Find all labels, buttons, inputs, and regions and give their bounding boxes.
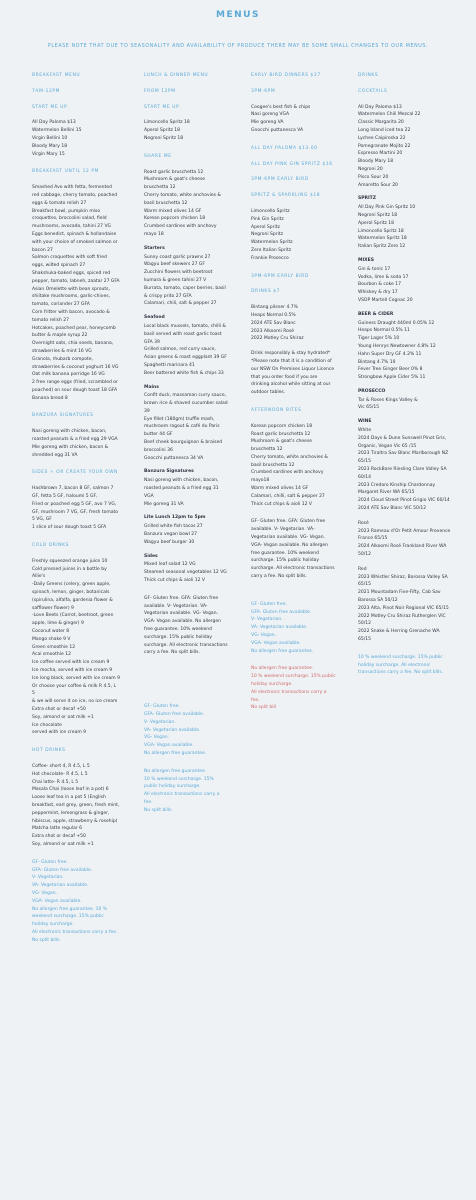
menu-item: Local black mussels, tomato, chilli & basil served with roast garlic toast GFA 39 xyxy=(144,323,226,345)
rose-wine-list xyxy=(358,520,452,559)
menu-item: Aperol Spritz 18 xyxy=(144,128,180,134)
drinks-7-heading: DRINKS $7 xyxy=(251,289,281,295)
afternoon-bites-heading: AFTERNOON BITES xyxy=(251,407,302,413)
menu-item: Gnocchi puttanesca 34 VA xyxy=(144,455,204,461)
menu-item: served with ice cream 9 xyxy=(32,730,87,736)
menu-item: Shakshuka-baked eggs, spiced red pepper, tomato, labneh, zaatar 27 GFA xyxy=(32,270,120,284)
menu-item: Negroni Spritz 18 xyxy=(358,212,398,218)
menu-item: Ice chocolate xyxy=(32,722,62,728)
menu-item: No allergen free guarantee. xyxy=(144,750,207,756)
menu-item: Cold pressed juices in a bottle by Allie's xyxy=(32,566,107,580)
menu-item: Mango shake 9 V xyxy=(32,636,71,642)
lunch-legend: GF- Gluten free. GFA: Gluten free available. V- Vegetarian. VA- Vegetarian available. VG- Vegan. VGA- Vegan available. No allergen free guarantee. 10% weekend surcharge. 15% public holiday surcharge. All electronic transactions carry a fee. No split bills. xyxy=(144,595,228,656)
menu-item: Extra shot or decaf +50 xyxy=(32,834,86,840)
menu-item: GF- Gluten free. xyxy=(144,704,180,710)
menu-item: No allergen free guarantee. xyxy=(251,648,314,654)
menu-item: Nasi goreng with chicken, bacon, roasted peanuts & a fried egg 31 VGA xyxy=(144,478,219,499)
menu-item: 2024 ATE Sav Blanc xyxy=(251,320,296,326)
menu-item: White xyxy=(358,428,372,434)
menu-item: Calamari, chilli, salt & pepper 27 xyxy=(251,493,325,499)
breakfast-time-heading: 7AM-12PM xyxy=(32,88,60,94)
sides-list xyxy=(32,485,120,532)
menu-item: No split bills. xyxy=(144,807,173,813)
menu-item: VGA- Vegan available. xyxy=(32,898,82,904)
menu-item: Cherry tomato, white anchovies & basil bruschetta 12 xyxy=(144,192,221,206)
lunch-column xyxy=(144,72,228,815)
menu-item: Acai smoothie 12 xyxy=(32,652,71,658)
menu-item: All Day Paloma $13 xyxy=(358,104,402,110)
menu-item: Lychee Caipiroska 22 xyxy=(358,135,406,141)
menu-item: V- Vegetarian. xyxy=(32,875,64,881)
menu-item: Limoncello Spritz 18 xyxy=(144,120,190,126)
menu-item: Granola, rhubarb compote, strawberries & coconut yoghurt 16 VG xyxy=(32,356,119,370)
menu-item: Grilled salmon, red curry sauce, Asian greens & roast eggplant 39 GF xyxy=(144,347,227,361)
menu-item: All Day Pink Gin Spritz 10 xyxy=(358,205,416,211)
menu-item: Roast garlic bruschetta 12 xyxy=(144,169,204,175)
menu-item: Mie goreng VA xyxy=(251,120,284,126)
menu-item: Limoncello Spritz 18 xyxy=(358,228,404,234)
menu-item: VSOP Martell Cognac 20 xyxy=(358,297,413,303)
menu-item: Aperol Spritz xyxy=(251,224,280,230)
share-me-heading: SHARE ME xyxy=(144,153,172,159)
menu-item: Fever Tree Ginger Beer 0% 8 xyxy=(358,367,423,373)
menu-item: 2023 Rameau d'Or Petit Amour Provence xyxy=(358,528,451,534)
menu-item: GF- Gluten free. xyxy=(32,859,68,865)
banzura-sig-list xyxy=(144,477,228,508)
menu-item: Vic 65/15 xyxy=(358,405,380,411)
legend-list xyxy=(32,859,120,945)
menu-item: 2023 Alta, Pinot Noir Regional VIC 65/15 xyxy=(358,605,449,611)
menu-item: VA- Vegetarian available. xyxy=(251,625,308,631)
menu-item: Salmon croquettes with soft fried eggs, wilted spinach 27 xyxy=(32,255,107,269)
menu-item: Gnocchi puttanesca VA xyxy=(251,127,304,133)
menu-item: VG- Vegan. xyxy=(144,735,170,741)
seafood-list xyxy=(144,323,228,378)
menu-item: Watermelon Chili Mezcal 22 xyxy=(358,112,421,118)
menu-item: Amaretto Sour 20 xyxy=(358,182,398,188)
menu-item: Eye fillet (180gm) truffle mash, mushroom ragout & café du Paris butter 44 GF xyxy=(144,416,220,438)
menu-item: 2023 Whistler Shiraz, Barossa Valley SA 65/15 xyxy=(358,574,448,588)
menu-item: Watermelon Spritz xyxy=(251,240,293,246)
menu-item: Organic, Vegan Vic 65 /15 xyxy=(358,443,417,449)
menu-item: Bourbon & coke 17 xyxy=(358,282,401,288)
hot-drinks-heading: HOT DRINKS xyxy=(32,748,66,754)
early-bird-list xyxy=(251,104,336,135)
start-me-up-heading: START ME UP xyxy=(32,104,68,110)
lunch-legend-blue xyxy=(144,703,228,758)
afternoon-legend-notes xyxy=(251,665,336,712)
lunch-menu-heading: LUNCH & DINNER MENU xyxy=(144,73,209,78)
menu-item: 2023 Alkoomi Rosé xyxy=(251,328,295,334)
menu-item: Confit duck, massaman curry sauce, brown rice & shaved cucumber salad 39 xyxy=(144,393,228,414)
menu-item: Hotcakes, poached pear, honeycomb butter & maple syrup 22 xyxy=(32,325,116,339)
menu-item: 2022 Motley Cru Shiraz xyxy=(251,336,304,342)
menu-item: Warm mixed olives 14 GF xyxy=(144,208,202,214)
menu-item: Banana bread 8 xyxy=(32,395,68,401)
menu-item: Overnight oats, chia seeds, banana, strawberries & mint 16 VG xyxy=(32,341,114,354)
menu-item: Sunny coast garlic prawns 27 xyxy=(144,254,211,260)
spritz-list xyxy=(251,208,336,263)
menu-item: Loose leaf tea in a pot 5 (English breakfast, earl grey, green, fresh mint, peppermint, lemongrass & ginger, hibiscus, apple, strawberry & rosehip) xyxy=(32,795,120,824)
menu-item: Eggs benedict, spinach & hollandaise with your choice of smoked salmon or bacon 27 xyxy=(32,231,118,253)
start-list xyxy=(32,119,120,158)
menu-item: All electronic transactions carry a fee. xyxy=(32,929,118,935)
menu-item: Bintang pilsner 4.7% xyxy=(251,305,298,311)
menu-item: V- Vegetarian. xyxy=(144,719,176,725)
menu-item: 2022 Snake & Herring Grenache WA 65/15 xyxy=(358,629,440,642)
menu-item: Wagyu beef burger 30 xyxy=(144,539,195,545)
menu-item: Steamed seasonal vegetables 12 VG xyxy=(144,570,227,576)
menu-item: Young Henrys Newtowner 4.8% 12 xyxy=(358,343,436,349)
menu-item: V- Vegetarian. xyxy=(251,617,283,623)
menu-item: Beer battered white fish & chips 33 xyxy=(144,370,224,376)
menu-item: Negroni Spritz xyxy=(251,232,283,238)
beer-list xyxy=(358,320,452,382)
menu-item: Corn fritter with bacon, avocado & tomato relish 27 xyxy=(32,309,110,323)
mixes-heading: MIXES xyxy=(358,257,374,263)
menu-item: Asian Omelette with bean sprouts, shiitake mushrooms, garlic-chives, tomato, coriander 27 GFA xyxy=(32,286,110,308)
menu-item: Mie goreng with chicken, bacon & shredded egg 31 VA xyxy=(32,444,109,458)
menu-item: Ice long black, served with ice cream 9 xyxy=(32,675,120,681)
menu-item: 2024 Days & Dune Sunswell Pinot Gris, xyxy=(358,435,447,441)
drink-responsibly: Drink responsibly & stay hydrated* xyxy=(251,351,331,357)
menu-item: Beef cheek bourguignon & braised broccolini 36 xyxy=(144,440,223,453)
menu-item: VGA- Vegan available. xyxy=(144,743,194,749)
menu-item: Calamari, chili, salt & pepper 27 xyxy=(144,301,217,307)
menu-item: Breakfast bowl, pumpkin miso croquettes, broccolini salad, field mushrooms, avocado, tahini 27 VG xyxy=(32,208,112,230)
menu-item: Oat milk banana porridge 16 VG xyxy=(32,372,105,378)
menu-item: No split bills. xyxy=(32,937,61,943)
menu-item: Burrata, tomato, caper berries, basil & crispy prito 27 GFA xyxy=(144,285,226,299)
pink-gin-heading: ALL DAY PINK GIN SPRITZ $16 xyxy=(251,161,333,167)
menu-item: Korean popcorn chicken 18 xyxy=(251,423,313,429)
menu-item: Grilled white fish tacos 27 xyxy=(144,524,203,530)
share-list xyxy=(144,169,228,239)
menu-item: 2022 Motley Cru Shiraz Rutherglen VIC 50/12 xyxy=(358,613,446,627)
lunch-time-heading: FROM 12PM xyxy=(144,88,176,94)
menu-item: Heaps Normal 0.5% xyxy=(251,312,296,318)
menu-item: Wagyu beef skewers 27 GF xyxy=(144,262,205,268)
menu-item: Mie goreng 31 VA xyxy=(144,501,184,507)
menu-item: Watermelon Bellini 15 xyxy=(32,128,82,134)
early-bird-drinks-heading: 3PM-6PM EARLY BIRD xyxy=(251,273,309,279)
menu-item: Italian Spritz Zero 12 xyxy=(358,244,406,250)
menu-item: Thick cut chips & aioli 12 V xyxy=(144,578,205,584)
menu-item: Or choose your coffee & milk R 4.5, L 5 xyxy=(32,683,116,697)
mixes-list xyxy=(358,266,452,305)
menu-item: Mushroom & goat's cheese bruschetta 12 xyxy=(144,177,206,191)
menu-item: GFA- Gluten free available. xyxy=(32,867,93,873)
lite-lunch-list xyxy=(144,523,228,546)
lunch-sides-list xyxy=(144,561,228,584)
wine-heading: WINE xyxy=(358,419,372,425)
early-bird-time: 3PM-6PM xyxy=(251,88,276,94)
menu-item: & we will serve it on ice, no ice cream xyxy=(32,699,118,705)
menu-item: -Love Beets (Carrot, beetroot, green apple, lime & ginger) 9 xyxy=(32,613,114,627)
menu-item: Matcha latte regular 6 xyxy=(32,826,83,832)
menu-item: Fried or poached egg 5 GF, avo 7 VG, GF, mushroom 7 VG, GF, fresh tomato 5 VG, GF xyxy=(32,501,119,523)
menu-item: No allergen free guarantee. xyxy=(251,666,314,672)
menu-item: Banzura vegan bowl 27 xyxy=(144,532,197,538)
lite-lunch-heading: Lite Lunch 12pm to 5pm xyxy=(144,515,206,521)
sides-heading: SIDES + OR CREATE YOUR OWN xyxy=(32,470,119,476)
menu-item: Soy, almond or oat milk +1 xyxy=(32,714,94,720)
liquor-licence-note: *Please note that it is a condition of our NSW On Premises Liquor Licence that you order food if you are drinking alcohol while sitting at our outdoor tables. xyxy=(251,358,335,396)
menu-item: No allergen free guarantee. xyxy=(144,768,207,774)
afternoon-list xyxy=(251,423,336,509)
menu-item: 2023 RockBare Riesling Clare Valley SA 60/14 xyxy=(358,467,447,480)
prosecco-list xyxy=(358,397,452,413)
menu-item: 2024 ATE Sav Blanc VIC 50/12 xyxy=(358,506,427,512)
menu-item: Vodka, lime & soda 17 xyxy=(358,274,409,280)
banzura-signatures-heading: Banzura Signatures xyxy=(144,469,194,475)
menu-item: GFA- Gluten free available. xyxy=(144,712,205,717)
menu-item: All electronic transactions carry a fee. xyxy=(251,689,327,703)
menu-item: Pink Gin Spritz xyxy=(251,216,284,222)
menu-item: VA- Vegetarian available. xyxy=(144,727,201,733)
spritz-sparkling-heading: SPRITZ & SPARKLING $18 xyxy=(251,193,321,199)
menu-item: Crumbed sardines with anchovy mayo 18 xyxy=(144,224,217,237)
drinks-heading: DRINKS xyxy=(358,73,379,78)
menu-item: Warm mixed olives 14 GF xyxy=(251,486,309,492)
menu-item: VG- Vegan. xyxy=(251,633,277,639)
menu-item: Crumbed sardines with anchovy mayo18 xyxy=(251,470,324,484)
menu-item: Chai latte- R 4.5, L 5 xyxy=(32,779,79,785)
menu-item: Coffee- short 4, R 4.5, L 5 xyxy=(32,763,90,769)
menu-item: All electronic transactions carry a fee. xyxy=(144,792,220,805)
menu-item: Negroni 20 xyxy=(358,166,383,172)
menu-item: Masala Chai (loose leaf in a pot) 6 xyxy=(32,787,109,793)
menu-item: All Day Paloma $13 xyxy=(32,120,76,126)
breakfast-column xyxy=(32,72,120,945)
menu-item: 2 free range eggs (fried, scrambled or poached) on sour dough toast 18 GFA xyxy=(32,380,118,393)
menu-item: 2023 Credaro Kinship Chardonnay Margaret River WA 65/15 xyxy=(358,482,436,496)
menu-item: Strongbow Apple Cider 5% 11 xyxy=(358,375,426,381)
menu-item: Cherry tomato, white anchovies & basil bruschetta 12 xyxy=(251,454,328,468)
menu-item: 10 % weekend surcharge. 15% public holiday surcharge. xyxy=(251,674,336,688)
menu-item: Coogee's best fish & chips xyxy=(251,104,311,110)
beer-cider-heading: BEER & CIDER xyxy=(358,311,394,317)
cold-drinks-heading: COLD DRINKS xyxy=(32,543,70,549)
menu-item: Classic Margarita 20 xyxy=(358,120,404,126)
starters-heading: Starters xyxy=(144,245,165,251)
banzura-list xyxy=(32,428,120,459)
breakfast-menu-heading: BREAKFAST MENU xyxy=(32,73,81,78)
menu-item: Aperol Spritz 18 xyxy=(358,220,394,226)
menu-item: Whiskey & dry 17 xyxy=(358,290,398,296)
afternoon-legend: GF- Gluten free. GFA: Gluten free available. V- Vegetarian. VA- Vegetarian available. VG- Vegan. VGA- Vegan available. No allergen free guarantee. 10% weekend surcharge. 15% public holiday surcharge. All electronic transactions carry a fee. No split bills. xyxy=(251,519,335,580)
menu-item: Negroni Spritz 18 xyxy=(144,135,184,141)
menu-item: Nasi goreng with chicken, bacon, roasted peanuts & a fried egg 29 VGA xyxy=(32,429,118,443)
menu-item: Green smoothie 12 xyxy=(32,644,76,650)
early-bird-heading: EARLY BIRD DINNERS $27 xyxy=(251,73,321,78)
prosecco-heading: PROSECCO xyxy=(358,388,386,394)
menu-item: Watermelon Spritz 18 xyxy=(358,236,407,242)
menu-item: No allergen free guarantee. 10 % weekend surcharge. 15% public holiday surcharge. xyxy=(32,906,108,928)
menu-item: 10 % weekend surcharge. 15% public holiday surcharge. xyxy=(144,776,214,790)
afternoon-legend-blue xyxy=(251,601,336,656)
menu-item: Ice mocha, served with ice cream 9 xyxy=(32,668,113,673)
spritz-heading: SPRITZ xyxy=(358,196,377,202)
menu-item: Spaghetti marinara 41 xyxy=(144,362,195,368)
starters-list xyxy=(144,254,228,309)
menu-item: 1 slice of sour dough toast 5 GFA xyxy=(32,525,107,531)
menu-item: Hahn Super Dry GF 4.2% 11 xyxy=(358,351,422,357)
menu-item: Tiger Lager 5% 10 xyxy=(358,336,400,342)
lunch-sides-heading: Sides xyxy=(144,553,158,559)
menu-item: Virgin Bellini 10 xyxy=(32,135,68,141)
early-bird-column xyxy=(251,72,336,712)
menu-item: Red xyxy=(358,566,367,572)
menu-item: GFA- Gluten free available. xyxy=(251,609,312,615)
seafood-heading: Seafood xyxy=(144,315,165,321)
drinks-list xyxy=(251,304,336,343)
menu-item: France 65/15 xyxy=(358,536,388,542)
menu-item: 2024 Alkoomi Rosé Frankland River WA 50/12 xyxy=(358,544,447,558)
menu-item: Heaps Normal 0.5% 11 xyxy=(358,328,410,334)
menu-item: Zucchini flowers with beetroot kumara & green tahini 27 V xyxy=(144,270,213,283)
menu-item: Virgin Mary 15 xyxy=(32,151,65,157)
menu-item: Smashed Avo with fetta, fermented red cabbage, cherry tomato, poached eggs & tomato relish 27 xyxy=(32,185,118,206)
menu-item: Rosé xyxy=(358,520,369,526)
lunch-start-heading: START ME UP xyxy=(144,104,180,110)
menu-item: Barossa SA 50/12 xyxy=(358,598,398,604)
menu-item: VG- Vegan. xyxy=(32,890,58,896)
menu-item: Frankie Prosecco xyxy=(251,255,289,261)
menu-item: Thick cut chips & aioli 12 V xyxy=(251,501,312,507)
paloma-heading: ALL DAY PALOMA $13.00 xyxy=(251,145,318,151)
menu-item: Long Island iced tea 22 xyxy=(358,127,411,133)
cocktails-heading: COCKTAILS xyxy=(358,88,388,94)
menu-item: Tar & Roses Kings Valley & xyxy=(358,397,418,403)
menu-item: Hashbrown 7, bacon 8 GF, salmon 7 GF, fetta 5 GF, haloumi 5 GF, xyxy=(32,486,114,500)
menu-item: Mixed leaf salad 12 VG xyxy=(144,562,196,568)
menu-item: Extra shot or decaf +50 xyxy=(32,706,86,712)
breakfast-list xyxy=(32,184,120,402)
menu-item: GF- Gluten free. xyxy=(251,601,287,607)
lunch-legend-notes xyxy=(144,768,228,815)
menu-item: -Daily Greens (celery, green apple, spinach, lemon, ginger, botanicals (spirulina, alfalfa, gardenia flower & safflower flower) 9 xyxy=(32,582,113,611)
page-title: MENUS xyxy=(216,10,260,20)
banzura-heading: BANZURA SIGNATURES xyxy=(32,413,94,419)
menu-item: Limoncello Spritz xyxy=(251,208,290,214)
menu-item: Soy, almond or oat milk +1 xyxy=(32,841,94,847)
menu-item: Roast garlic bruschetta 12 xyxy=(251,431,311,437)
menu-item: Pisco Sour 20 xyxy=(358,174,389,180)
happy-hour-heading: 3PM-6PM EARLY BIRD xyxy=(251,177,309,183)
menu-item: Korean popcorn chicken 18 xyxy=(144,216,206,222)
menu-item: Gin & tonic 17 xyxy=(358,266,391,272)
cocktails-list xyxy=(358,104,452,190)
white-wine-list xyxy=(358,427,452,513)
red-wine-list xyxy=(358,566,452,644)
hot-drinks-list xyxy=(32,763,120,849)
spritz4-list xyxy=(358,204,452,251)
lunch-start-list xyxy=(144,119,228,142)
menu-item: Bloody Mary 18 xyxy=(32,143,68,149)
menu-item: Mushroom & goat's cheese bruschetta 12 xyxy=(251,439,313,453)
menu-item: 2023 Tiraltra Sav Blanc Marlborough NZ 65/15 xyxy=(358,451,449,465)
menu-item: Guiness Draught 440ml 0.05% 12 xyxy=(358,320,435,326)
menu-item: Zero Italian Spritz xyxy=(251,247,292,253)
menu-item: Nasi goreng VGA xyxy=(251,112,290,118)
menu-item: Coconut water 8 xyxy=(32,629,70,635)
menu-item: VGA- Vegan available. xyxy=(251,640,301,646)
menu-item: No split bill xyxy=(251,705,277,711)
mains-list xyxy=(144,392,228,462)
menu-item: 2021 Mountadam Five-Fifty, Cab Sav xyxy=(358,590,441,596)
drinks-legend: 10 % weekend surcharge. 15% public holiday surcharge. All electronic transactions carry a fee. No split bills. xyxy=(358,654,444,676)
menu-item: Bloody Mary 18 xyxy=(358,159,394,165)
breakfast-until-heading: BREAKFAST UNTIL 12 PM xyxy=(32,169,100,175)
menu-item: Espresso Martini 20 xyxy=(358,151,403,157)
menu-item: Pomegranate Mojito 22 xyxy=(358,143,411,149)
menu-item: Bintang 4.7% 10 xyxy=(358,359,396,365)
cold-drinks-list xyxy=(32,558,120,737)
mains-heading: Mains xyxy=(144,384,159,390)
drinks-column xyxy=(358,72,452,677)
seasonal-notice: PLEASE NOTE THAT DUE TO SEASONALITY AND AVAILABILITY OF PRODUCE THERE MAY BE SOME SMALL CHANGES TO OUR MENUS. xyxy=(47,44,429,49)
menu-item: 2024 Cloud Street Pinot Grigio VIC 60/14 xyxy=(358,498,450,504)
menu-item: VA- Vegetarian available. xyxy=(32,883,89,889)
menu-item: Hot chocolate- R 4.5, L 5 xyxy=(32,771,88,777)
menu-item: Freshly squeezed orange juice 10 xyxy=(32,558,108,564)
menu-item: Ice coffee served with ice cream 9 xyxy=(32,660,110,666)
